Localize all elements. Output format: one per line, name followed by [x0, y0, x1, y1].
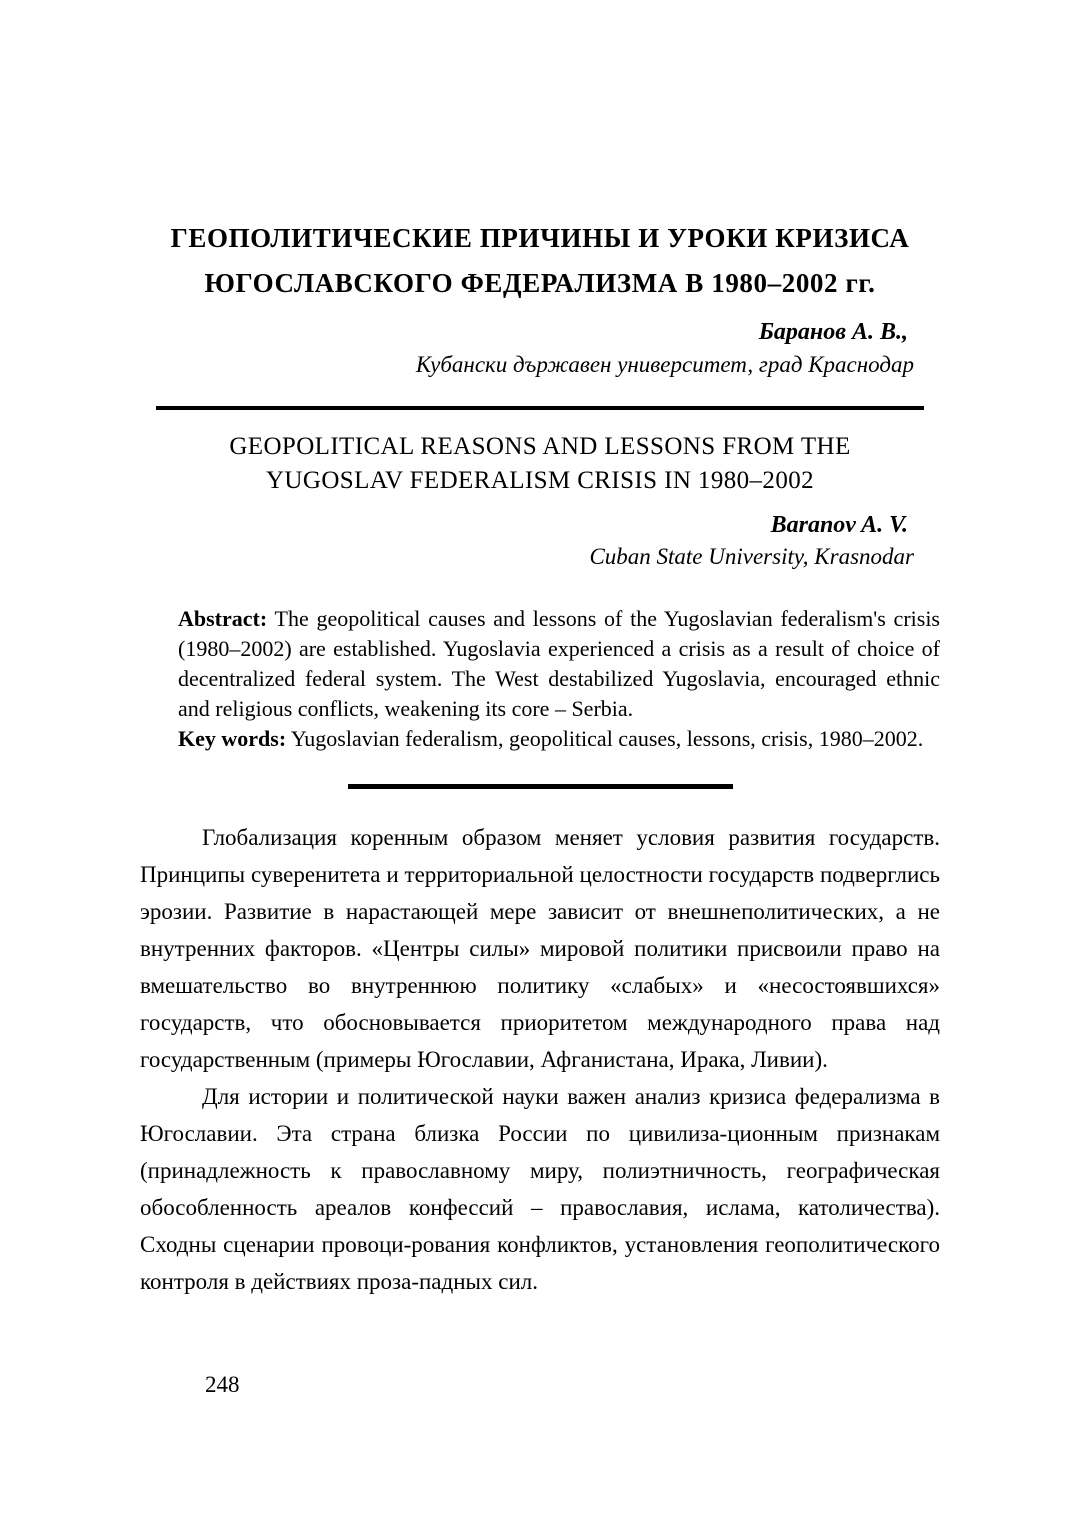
abstract-label: Abstract:	[178, 606, 268, 631]
article-body	[140, 819, 940, 1300]
article-title-en: GEOPOLITICAL REASONS AND LESSONS FROM THE YUGOSLAV FEDERALISM CRISIS IN 1980–2002	[229, 433, 851, 494]
abstract-block	[178, 604, 940, 754]
affiliation-en: Cuban State University, Krasnodar	[589, 544, 914, 569]
abstract-paragraph	[178, 604, 940, 724]
author-ru: Баранов А. В.,	[758, 319, 908, 345]
abstract-text: The geopolitical causes and lessons of the Yugoslavian federalism's crisis (1980–2002) are established. Yugoslavia experienced a crisis as a result of choice of decentralized federal system. The West destabilized Yugoslavia, encouraged ethnic and religious conflicts, weakening its core – Serbia.	[178, 606, 940, 721]
body-paragraph-2: Для истории и политической науки важен анализ кризиса федерализма в Югославии. Эта страна близка России по цивилиза-ционным признакам (принадлежность к православному миру, полиэтничность, географическая обособленность ареалов конфессий – православия, ислама, католичества). Сходны сценарии провоци-рования конфликтов, установления геополитического контроля в действиях проза-падных сил.	[140, 1084, 940, 1294]
article-title-ru: ГЕОПОЛИТИЧЕСКИЕ ПРИЧИНЫ И УРОКИ КРИЗИСА ЮГОСЛАВСКОГО ФЕДЕРАЛИЗМА В 1980–2002 гг.	[170, 223, 910, 298]
divider-rule-top	[156, 406, 924, 410]
keywords-text: Yugoslavian federalism, geopolitical causes, lessons, crisis, 1980–2002.	[286, 726, 924, 751]
keywords-label: Key words:	[178, 726, 287, 751]
divider-rule-middle	[348, 784, 733, 789]
author-en: Baranov A. V.	[770, 512, 908, 538]
keywords-paragraph	[178, 724, 940, 754]
body-paragraph-1: Глобализация коренным образом меняет условия развития государств. Принципы суверенитета и территориальной целостности государств подверглись эрозии. Развитие в нарастающей мере зависит от внешнеполитических, а не внутренних факторов. «Центры силы» мировой политики присвоили право на вмешательство во внутреннюю политику «слабых» и «несостоявшихся» государств, что обосновывается приоритетом международного права над государственным (примеры Югославии, Афганистана, Ирака, Ливии).	[140, 825, 940, 1072]
affiliation-ru: Кубански държавен университет, град Краснодар	[415, 352, 914, 377]
page-number: 248	[205, 1372, 240, 1397]
